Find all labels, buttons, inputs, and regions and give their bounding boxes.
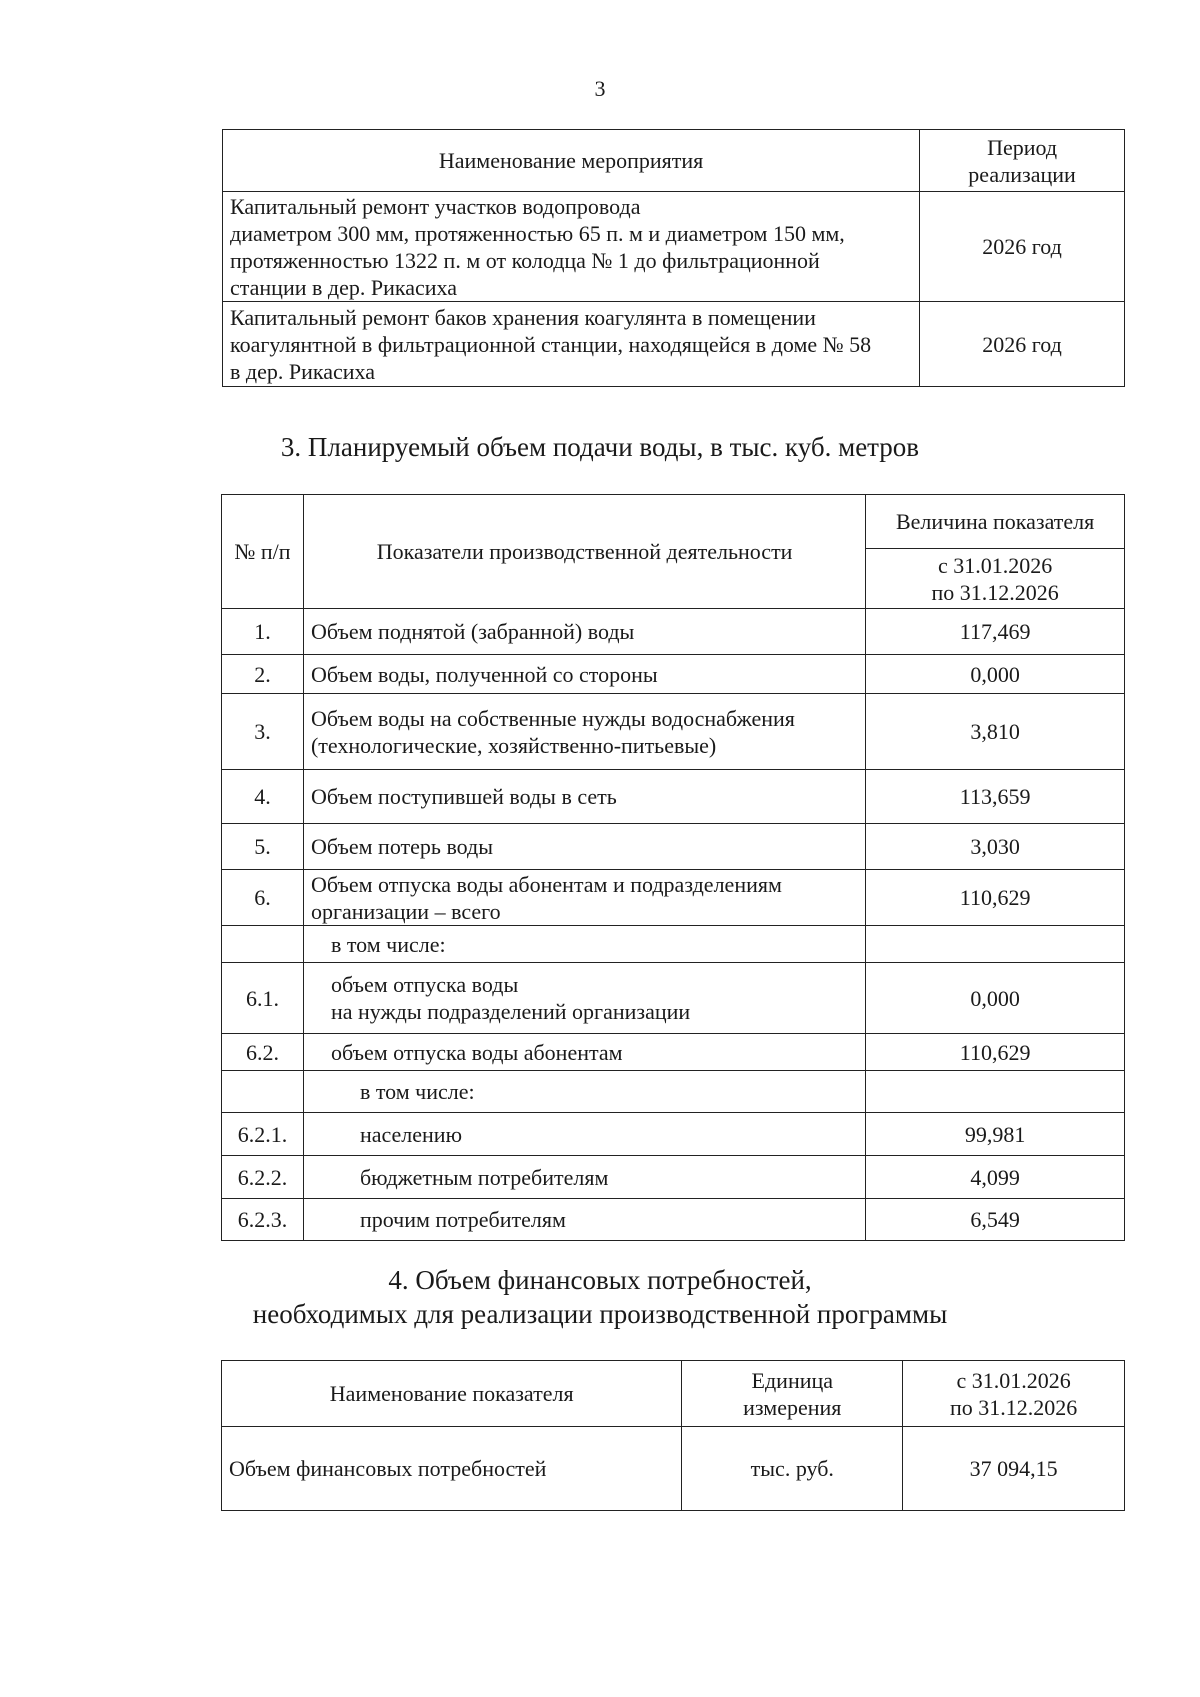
header-period <box>866 549 1125 609</box>
table-row <box>222 1156 1125 1199</box>
header-period <box>920 130 1125 192</box>
header-indicator-name: Наименование показателя <box>222 1361 682 1427</box>
finance-table <box>221 1360 1125 1511</box>
table-row <box>222 926 1125 963</box>
row-indicator: населению <box>303 1113 865 1156</box>
row-number: 1. <box>222 609 304 655</box>
section-4-title <box>0 1263 1200 1331</box>
row-indicator: в том числе: <box>303 1071 865 1113</box>
row-value: 0,000 <box>866 963 1125 1034</box>
measures-table <box>222 129 1125 387</box>
row-value <box>866 1071 1125 1113</box>
row-number: 6. <box>222 870 304 926</box>
table-row <box>222 1427 1125 1511</box>
row-value: 4,099 <box>866 1156 1125 1199</box>
table-row <box>222 870 1125 926</box>
table-row <box>222 1034 1125 1071</box>
section-4-title-line1: 4. Объем финансовых потребностей, <box>388 1265 812 1295</box>
row-number: 2. <box>222 655 304 694</box>
water-volume-table <box>221 494 1125 1241</box>
header-period-line2: реализации <box>968 161 1076 187</box>
row-indicator: бюджетным потребителям <box>303 1156 865 1199</box>
page-number: 3 <box>594 76 606 101</box>
header-number: № п/п <box>222 495 304 609</box>
table-row <box>223 302 1125 387</box>
header-period-line1: Период <box>987 134 1058 160</box>
header-period <box>903 1361 1125 1427</box>
indicator-line: Объем отпуска воды абонентам и подразделениям <box>310 871 782 897</box>
row-indicator <box>303 694 865 770</box>
row-number: 6.2.3. <box>222 1199 304 1241</box>
row-value: 113,659 <box>866 770 1125 824</box>
measure-line: в дер. Рикасиха <box>230 358 375 384</box>
finance-value: 37 094,15 <box>903 1427 1125 1511</box>
row-number <box>222 926 304 963</box>
header-period-line1: с 31.01.2026 <box>956 1367 1071 1393</box>
row-indicator: прочим потребителям <box>303 1199 865 1241</box>
finance-unit: тыс. руб. <box>682 1427 903 1511</box>
table-row <box>222 1071 1125 1113</box>
measure-line: Капитальный ремонт участков водопровода <box>230 193 641 219</box>
header-unit <box>682 1361 903 1427</box>
row-number <box>222 1071 304 1113</box>
row-number: 3. <box>222 694 304 770</box>
row-indicator: объем отпуска воды абонентам <box>303 1034 865 1071</box>
table-row <box>222 609 1125 655</box>
measure-period: 2026 год <box>920 302 1125 387</box>
indicator-line: на нужды подразделений организации <box>330 999 691 1024</box>
row-value: 117,469 <box>866 609 1125 655</box>
header-value-group: Величина показателя <box>866 495 1125 549</box>
header-indicator: Показатели производственной деятельности <box>303 495 865 609</box>
row-number: 6.2.2. <box>222 1156 304 1199</box>
indicator-line: объем отпуска воды <box>330 972 519 997</box>
indicator-line: организации – всего <box>310 898 501 924</box>
measure-description <box>223 302 920 387</box>
table-row <box>222 770 1125 824</box>
row-indicator: Объем потерь воды <box>303 824 865 870</box>
table-header-row <box>222 495 1125 549</box>
row-value: 110,629 <box>866 870 1125 926</box>
row-value <box>866 926 1125 963</box>
row-value: 3,030 <box>866 824 1125 870</box>
row-value: 6,549 <box>866 1199 1125 1241</box>
header-measure-name: Наименование мероприятия <box>223 130 920 192</box>
header-period-line2: по 31.12.2026 <box>949 1394 1078 1420</box>
table-row <box>222 694 1125 770</box>
row-indicator <box>303 870 865 926</box>
row-value: 99,981 <box>866 1113 1125 1156</box>
row-indicator: в том числе: <box>303 926 865 963</box>
table-row <box>222 655 1125 694</box>
measure-line: протяженностью 1322 п. м от колодца № 1 до фильтрационной <box>230 247 820 273</box>
measure-line: коагулянтной в фильтрационной станции, находящейся в доме № 58 <box>230 331 872 357</box>
section-3-title: 3. Планируемый объем подачи воды, в тыс. куб. метров <box>280 432 920 462</box>
header-period-line1: с 31.01.2026 <box>937 552 1053 578</box>
table-row <box>222 824 1125 870</box>
header-unit-line2: измерения <box>743 1394 842 1420</box>
row-number: 6.2. <box>222 1034 304 1071</box>
row-number: 4. <box>222 770 304 824</box>
row-value: 3,810 <box>866 694 1125 770</box>
table-row <box>222 963 1125 1034</box>
finance-indicator: Объем финансовых потребностей <box>222 1427 682 1511</box>
measure-line: диаметром 300 мм, протяженностью 65 п. м и диаметром 150 мм, <box>230 220 845 246</box>
row-indicator <box>303 963 865 1034</box>
measure-line: станции в дер. Рикасиха <box>230 274 457 300</box>
table-row <box>222 1113 1125 1156</box>
row-value: 110,629 <box>866 1034 1125 1071</box>
table-header-row <box>222 1361 1125 1427</box>
section-4-title-line2: необходимых для реализации производственной программы <box>252 1299 948 1329</box>
measure-description <box>223 192 920 302</box>
row-indicator: Объем поднятой (забранной) воды <box>303 609 865 655</box>
row-number: 6.1. <box>222 963 304 1034</box>
indicator-line: (технологические, хозяйственно-питьевые) <box>310 732 717 758</box>
row-number: 6.2.1. <box>222 1113 304 1156</box>
indicator-line: Объем воды на собственные нужды водоснабжения <box>310 705 795 731</box>
row-indicator: Объем воды, полученной со стороны <box>303 655 865 694</box>
table-row <box>223 192 1125 302</box>
header-unit-line1: Единица <box>751 1367 834 1393</box>
row-indicator: Объем поступившей воды в сеть <box>303 770 865 824</box>
measure-period: 2026 год <box>920 192 1125 302</box>
table-row <box>222 1199 1125 1241</box>
row-value: 0,000 <box>866 655 1125 694</box>
measure-line: Капитальный ремонт баков хранения коагулянта в помещении <box>230 304 816 330</box>
header-period-line2: по 31.12.2026 <box>931 579 1059 605</box>
table-header-row <box>223 130 1125 192</box>
row-number: 5. <box>222 824 304 870</box>
